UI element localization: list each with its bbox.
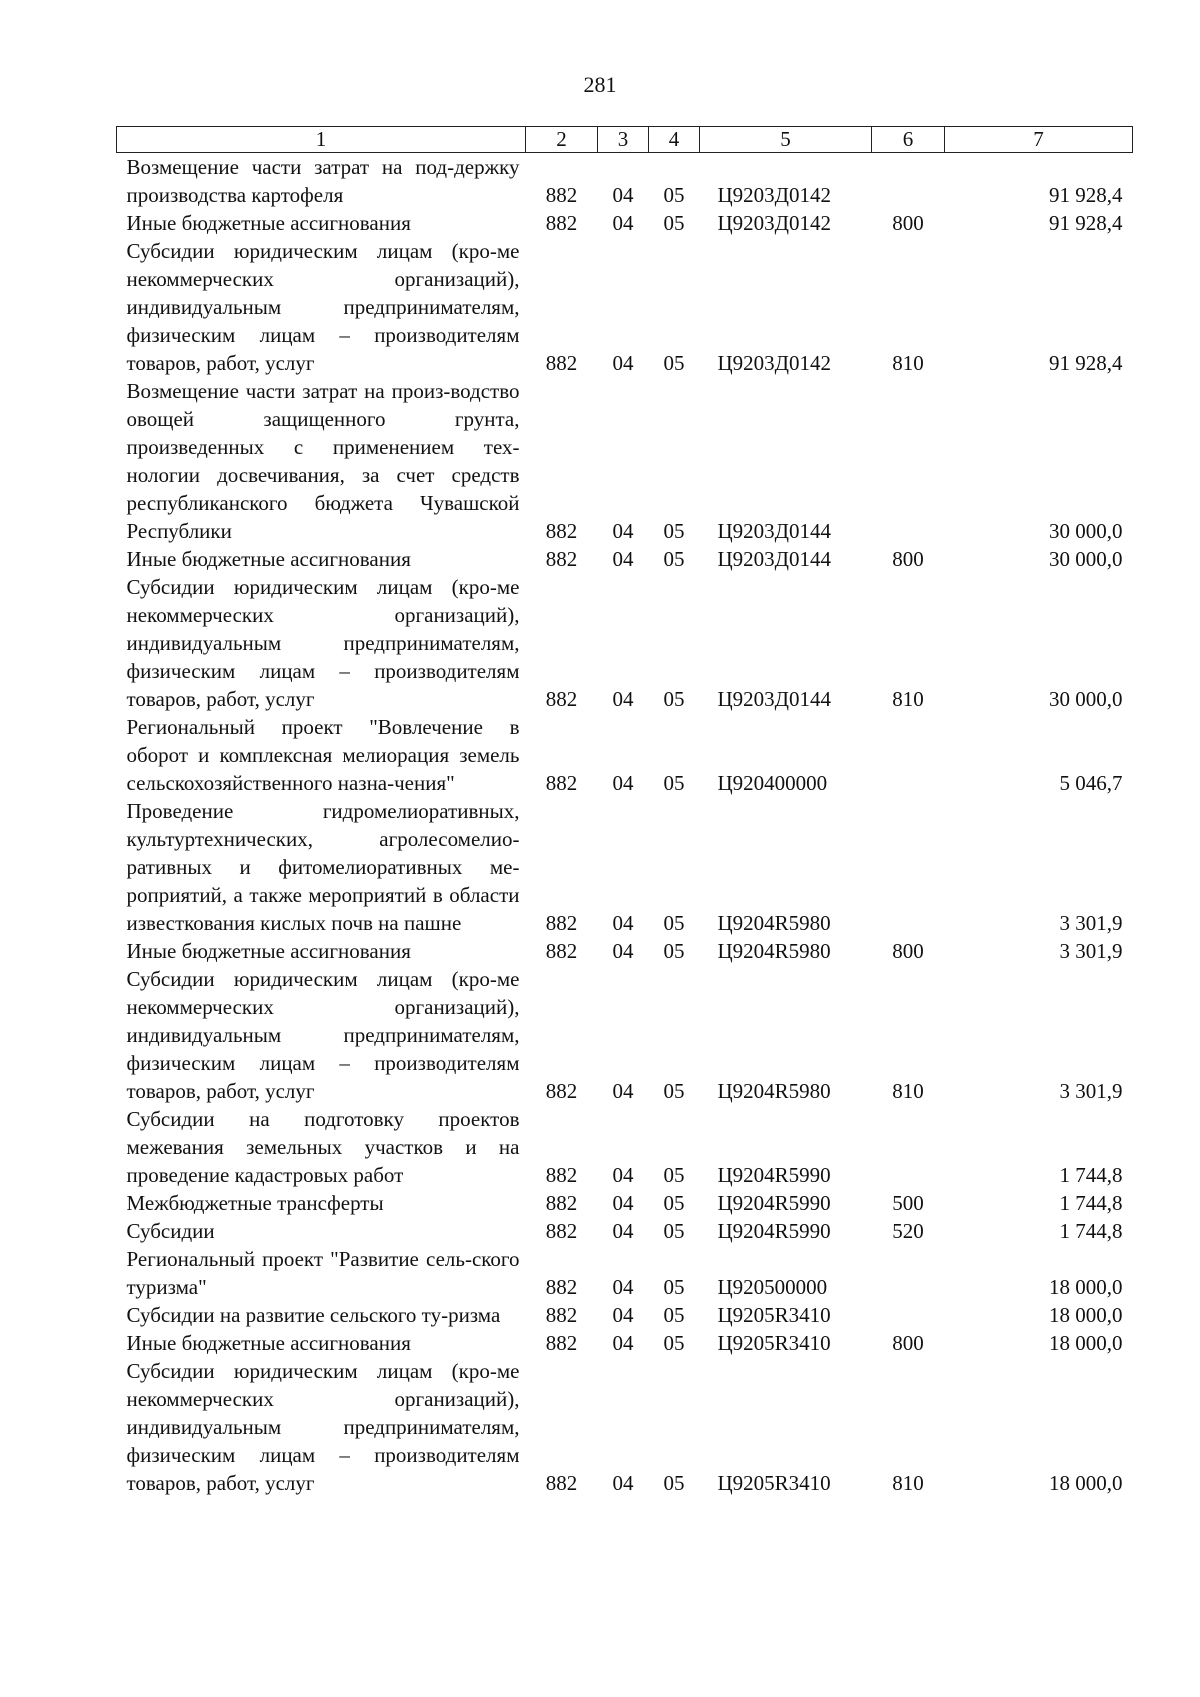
chapter-code: 882 bbox=[545, 1191, 578, 1215]
target-article-code: Ц9203Д0144 bbox=[717, 547, 831, 571]
chapter-code: 882 bbox=[545, 1331, 578, 1355]
table-row bbox=[117, 545, 1133, 573]
section-code: 04 bbox=[612, 211, 634, 235]
chapter-code: 882 bbox=[545, 183, 578, 207]
expense-type-code: 520 bbox=[892, 1219, 924, 1243]
item-name: Возмещение части затрат на под-держку производства картофеля bbox=[126, 155, 520, 207]
amount: 1 744,8 bbox=[1059, 1191, 1123, 1215]
subsection-code: 05 bbox=[663, 911, 685, 935]
expense-type-code bbox=[872, 1245, 945, 1301]
expense-type-code bbox=[872, 153, 945, 210]
table-row bbox=[117, 965, 1133, 1105]
section-code: 04 bbox=[612, 1275, 634, 1299]
target-article-code: Ц9204R5990 bbox=[717, 1163, 831, 1187]
subsection-code: 05 bbox=[663, 1191, 685, 1215]
section-code: 04 bbox=[612, 1331, 634, 1355]
table-row bbox=[117, 1357, 1133, 1497]
item-name: Субсидии на подготовку проектов межевания земельных участков и на проведение кадастровых работ bbox=[126, 1107, 520, 1187]
item-name: Субсидии юридическим лицам (кро-ме некоммерческих организаций), индивидуальным предпринимателям, физическим лицам – производителям товаров, работ, услуг bbox=[126, 1359, 520, 1495]
amount: 1 744,8 bbox=[1059, 1163, 1123, 1187]
chapter-code: 882 bbox=[545, 1275, 578, 1299]
expense-type-code bbox=[872, 797, 945, 937]
item-name: Иные бюджетные ассигнования bbox=[126, 939, 411, 963]
amount: 3 301,9 bbox=[1059, 1079, 1123, 1103]
section-code: 04 bbox=[612, 1163, 634, 1187]
subsection-code: 05 bbox=[663, 1471, 685, 1495]
column-header-7: 7 bbox=[945, 127, 1133, 153]
table-row bbox=[117, 1245, 1133, 1301]
target-article-code: Ц9204R5990 bbox=[717, 1219, 831, 1243]
section-code: 04 bbox=[612, 911, 634, 935]
chapter-code: 882 bbox=[545, 1219, 578, 1243]
subsection-code: 05 bbox=[663, 1331, 685, 1355]
table-row bbox=[117, 797, 1133, 937]
subsection-code: 05 bbox=[663, 1219, 685, 1243]
table-row bbox=[117, 1329, 1133, 1357]
subsection-code: 05 bbox=[663, 1275, 685, 1299]
item-name: Субсидии юридическим лицам (кро-ме некоммерческих организаций), индивидуальным предпринимателям, физическим лицам – производителям товаров, работ, услуг bbox=[126, 239, 520, 375]
target-article-code: Ц9205R3410 bbox=[717, 1471, 831, 1495]
section-code: 04 bbox=[612, 519, 634, 543]
section-code: 04 bbox=[612, 183, 634, 207]
section-code: 04 bbox=[612, 1219, 634, 1243]
column-header-2: 2 bbox=[526, 127, 598, 153]
section-code: 04 bbox=[612, 547, 634, 571]
subsection-code: 05 bbox=[663, 1163, 685, 1187]
section-code: 04 bbox=[612, 687, 634, 711]
subsection-code: 05 bbox=[663, 687, 685, 711]
target-article-code: Ц920400000 bbox=[717, 771, 828, 795]
column-header-1: 1 bbox=[117, 127, 526, 153]
target-article-code: Ц9203Д0144 bbox=[717, 687, 831, 711]
expense-type-code: 810 bbox=[892, 1079, 924, 1103]
amount: 18 000,0 bbox=[1049, 1331, 1123, 1355]
section-code: 04 bbox=[612, 1191, 634, 1215]
amount: 5 046,7 bbox=[1059, 771, 1123, 795]
section-code: 04 bbox=[612, 1471, 634, 1495]
column-header-3: 3 bbox=[598, 127, 649, 153]
expense-type-code: 800 bbox=[892, 939, 924, 963]
table-row bbox=[117, 937, 1133, 965]
table-row bbox=[117, 713, 1133, 797]
chapter-code: 882 bbox=[545, 939, 578, 963]
item-name: Проведение гидромелиоративных, культуртехнических, агролесомелио-ративных и фитомелиоративных ме-роприятий, а также мероприятий в области известкования кислых почв на пашне bbox=[126, 799, 520, 935]
amount: 91 928,4 bbox=[1049, 211, 1123, 235]
expense-type-code bbox=[872, 713, 945, 797]
column-header-4: 4 bbox=[649, 127, 700, 153]
target-article-code: Ц9205R3410 bbox=[717, 1331, 831, 1355]
target-article-code: Ц9204R5980 bbox=[717, 1079, 831, 1103]
target-article-code: Ц9203Д0142 bbox=[717, 183, 831, 207]
amount: 1 744,8 bbox=[1059, 1219, 1123, 1243]
section-code: 04 bbox=[612, 1303, 634, 1327]
amount: 3 301,9 bbox=[1059, 911, 1123, 935]
item-name: Межбюджетные трансферты bbox=[126, 1191, 384, 1215]
target-article-code: Ц9203Д0142 bbox=[717, 211, 831, 235]
target-article-code: Ц920500000 bbox=[717, 1275, 828, 1299]
item-name: Субсидии юридическим лицам (кро-ме некоммерческих организаций), индивидуальным предпринимателям, физическим лицам – производителям товаров, работ, услуг bbox=[126, 575, 520, 711]
table-header bbox=[117, 127, 1133, 153]
subsection-code: 05 bbox=[663, 939, 685, 963]
section-code: 04 bbox=[612, 351, 634, 375]
column-header-6: 6 bbox=[872, 127, 945, 153]
expense-type-code: 800 bbox=[892, 547, 924, 571]
subsection-code: 05 bbox=[663, 519, 685, 543]
amount: 91 928,4 bbox=[1049, 351, 1123, 375]
target-article-code: Ц9205R3410 bbox=[717, 1303, 831, 1327]
item-name: Возмещение части затрат на произ-водство овощей защищенного грунта, произведенных с применением тех-нологии досвечивания, за счет средств республиканского бюджета Чувашской Республики bbox=[126, 379, 520, 543]
item-name: Иные бюджетные ассигнования bbox=[126, 211, 411, 235]
amount: 30 000,0 bbox=[1049, 687, 1123, 711]
subsection-code: 05 bbox=[663, 1079, 685, 1103]
amount: 18 000,0 bbox=[1049, 1471, 1123, 1495]
table-row bbox=[117, 237, 1133, 377]
chapter-code: 882 bbox=[545, 211, 578, 235]
chapter-code: 882 bbox=[545, 1303, 578, 1327]
section-code: 04 bbox=[612, 939, 634, 963]
section-code: 04 bbox=[612, 1079, 634, 1103]
target-article-code: Ц9204R5980 bbox=[717, 939, 831, 963]
table-row bbox=[117, 153, 1133, 210]
expense-type-code: 500 bbox=[892, 1191, 924, 1215]
subsection-code: 05 bbox=[663, 351, 685, 375]
item-name: Иные бюджетные ассигнования bbox=[126, 1331, 411, 1355]
expense-type-code: 810 bbox=[892, 351, 924, 375]
table-row bbox=[117, 1189, 1133, 1217]
chapter-code: 882 bbox=[545, 687, 578, 711]
item-name: Иные бюджетные ассигнования bbox=[126, 547, 411, 571]
target-article-code: Ц9204R5980 bbox=[717, 911, 831, 935]
subsection-code: 05 bbox=[663, 771, 685, 795]
subsection-code: 05 bbox=[663, 211, 685, 235]
subsection-code: 05 bbox=[663, 1303, 685, 1327]
chapter-code: 882 bbox=[545, 519, 578, 543]
target-article-code: Ц9203Д0144 bbox=[717, 519, 831, 543]
expense-type-code: 800 bbox=[892, 211, 924, 235]
chapter-code: 882 bbox=[545, 771, 578, 795]
table-row bbox=[117, 1105, 1133, 1189]
table-row bbox=[117, 1301, 1133, 1329]
item-name: Субсидии bbox=[126, 1219, 215, 1243]
column-header-5: 5 bbox=[700, 127, 872, 153]
expense-type-code: 800 bbox=[892, 1331, 924, 1355]
chapter-code: 882 bbox=[545, 547, 578, 571]
subsection-code: 05 bbox=[663, 183, 685, 207]
table-row bbox=[117, 1217, 1133, 1245]
amount: 18 000,0 bbox=[1049, 1275, 1123, 1299]
item-name: Региональный проект "Вовлечение в оборот и комплексная мелиорация земель сельскохозяйственного назна-чения" bbox=[126, 715, 520, 795]
amount: 30 000,0 bbox=[1049, 519, 1123, 543]
amount: 91 928,4 bbox=[1049, 183, 1123, 207]
section-code: 04 bbox=[612, 771, 634, 795]
subsection-code: 05 bbox=[663, 547, 685, 571]
item-name: Региональный проект "Развитие сель-ского туризма" bbox=[126, 1247, 520, 1299]
chapter-code: 882 bbox=[545, 1079, 578, 1103]
table-body bbox=[117, 153, 1133, 1498]
expense-type-code: 810 bbox=[892, 687, 924, 711]
target-article-code: Ц9204R5990 bbox=[717, 1191, 831, 1215]
amount: 18 000,0 bbox=[1049, 1303, 1123, 1327]
page-number: 281 bbox=[583, 72, 617, 97]
header-row bbox=[117, 127, 1133, 153]
expense-type-code bbox=[872, 1105, 945, 1189]
amount: 30 000,0 bbox=[1049, 547, 1123, 571]
chapter-code: 882 bbox=[545, 351, 578, 375]
expense-type-code bbox=[872, 377, 945, 545]
amount: 3 301,9 bbox=[1059, 939, 1123, 963]
expense-type-code bbox=[872, 1301, 945, 1329]
table-row bbox=[117, 377, 1133, 545]
chapter-code: 882 bbox=[545, 1163, 578, 1187]
expense-type-code: 810 bbox=[892, 1471, 924, 1495]
chapter-code: 882 bbox=[545, 1471, 578, 1495]
table-row bbox=[117, 573, 1133, 713]
budget-table bbox=[116, 126, 1133, 1497]
table-row bbox=[117, 209, 1133, 237]
item-name: Субсидии юридическим лицам (кро-ме некоммерческих организаций), индивидуальным предпринимателям, физическим лицам – производителям товаров, работ, услуг bbox=[126, 967, 520, 1103]
item-name: Субсидии на развитие сельского ту-ризма bbox=[126, 1303, 501, 1327]
target-article-code: Ц9203Д0142 bbox=[717, 351, 831, 375]
chapter-code: 882 bbox=[545, 911, 578, 935]
